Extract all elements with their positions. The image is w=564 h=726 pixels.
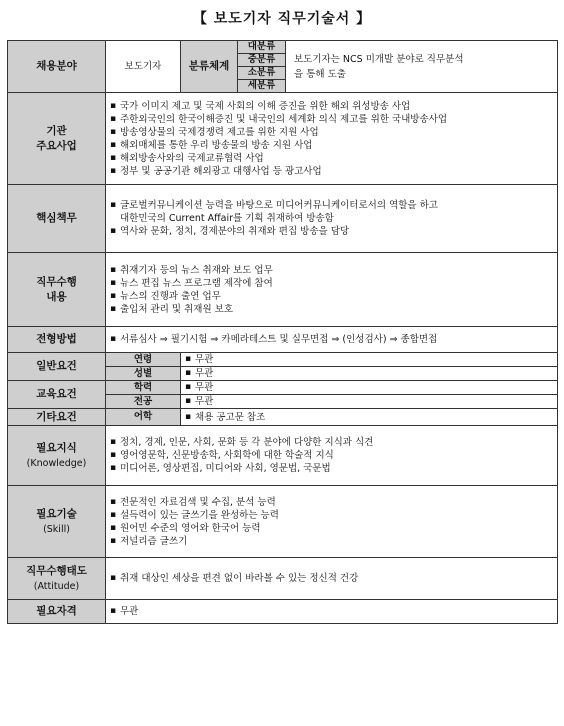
label-other: 기타요건 xyxy=(8,409,106,426)
main-business-list xyxy=(106,93,558,185)
selection-text: ▪ 서류심사 ⇒ 필기시험 ⇒ 카메라테스트 및 실무면접 ⇒ (인성검사) ⇒ 종합면접 xyxy=(110,333,553,346)
general-gender-text: ▪ 무관 xyxy=(185,367,553,380)
list-item: ▪ 설득력이 있는 글쓰기을 완성하는 능력 xyxy=(110,509,553,522)
attitude-list xyxy=(106,558,558,600)
selection-value xyxy=(106,327,558,353)
list-item: ▪ 출입처 관리 및 취재원 보호 xyxy=(110,303,553,316)
label-skill xyxy=(8,486,106,558)
list-item: ▪ 역사와 문화, 정치, 경제분야의 취재와 편집 방송을 담당 xyxy=(110,225,553,238)
class-level-4: 세분류 xyxy=(238,80,286,93)
list-item: ▪ 정부 및 공공기관 해외광고 대행사업 등 광고사업 xyxy=(110,165,553,178)
general-age-text: ▪ 무관 xyxy=(185,353,553,366)
label-duty-content-line2: 내용 xyxy=(46,290,67,303)
label-attitude-line2: (Attitude) xyxy=(33,580,80,592)
list-item: ▪ 방송영상물의 국제경쟁력 제고를 위한 지원 사업 xyxy=(110,126,553,139)
label-attitude-line1: 직무수행태도 xyxy=(26,564,87,577)
field-value: 보도기자 xyxy=(106,41,181,93)
label-knowledge-line1: 필요지식 xyxy=(36,441,77,454)
label-education: 교육요건 xyxy=(8,381,106,409)
education-label-degree: 학력 xyxy=(106,381,181,395)
list-item: ▪ 뉴스 편집 뉴스 프로그램 제작에 참여 xyxy=(110,277,553,290)
other-language-text: ▪ 채용 공고문 참조 xyxy=(185,411,553,424)
duty-content-list xyxy=(106,253,558,327)
core-duty-list xyxy=(106,185,558,253)
list-item-continuation: 대한민국의 Current Affair를 기획 취재하여 방송함 xyxy=(120,213,334,224)
list-item: ▪ 취재기자 등의 뉴스 취재와 보도 업무 xyxy=(110,264,553,277)
label-skill-line2: (Skill) xyxy=(43,523,70,535)
list-item: ▪ 미디어론, 영상편집, 미디어와 사회, 영문법, 국문법 xyxy=(110,462,553,475)
list-item: ▪ 전문적인 자료검색 및 수집, 분석 능력 xyxy=(110,496,553,509)
label-selection: 전형방법 xyxy=(8,327,106,353)
list-item: ▪ 정치, 경제, 인문, 사회, 문화 등 각 분야에 다양한 지식과 식견 xyxy=(110,436,553,449)
list-item: ▪ 해외매체를 통한 우리 방송물의 방송 지원 사업 xyxy=(110,139,553,152)
education-major-text: ▪ 무관 xyxy=(185,395,553,408)
label-field: 채용분야 xyxy=(8,41,106,93)
label-duty-content xyxy=(8,253,106,327)
list-item: ▪ 원어민 수준의 영어와 한국어 능력 xyxy=(110,522,553,535)
class-level-1: 대분류 xyxy=(238,41,286,54)
general-label-gender: 성별 xyxy=(106,367,181,381)
general-value-age xyxy=(181,353,558,367)
label-main-business-line1: 기관 xyxy=(46,124,67,137)
label-skill-line1: 필요기술 xyxy=(36,507,77,520)
label-main-business xyxy=(8,93,106,185)
document-title: 【 보도기자 직무기술서 】 xyxy=(192,11,372,27)
list-item: ▪ 무관 xyxy=(110,605,553,618)
label-knowledge xyxy=(8,426,106,486)
other-value-language xyxy=(181,409,558,426)
label-classification: 분류체계 xyxy=(181,41,238,93)
general-value-gender xyxy=(181,367,558,381)
knowledge-list xyxy=(106,426,558,486)
class-description-text: 보도기자는 NCS 미개발 분야로 직무분석을 통해 도출 xyxy=(294,53,464,80)
label-attitude xyxy=(8,558,106,600)
education-degree-text: ▪ 무관 xyxy=(185,381,553,394)
label-main-business-line2: 주요사업 xyxy=(36,139,77,152)
other-label-language: 어학 xyxy=(106,409,181,426)
list-item: ▪ 글로벌커뮤니케이션 능력을 바탕으로 미디어커뮤니케이터로서의 역할을 하고 xyxy=(110,199,553,212)
class-level-2: 중분류 xyxy=(238,54,286,67)
label-knowledge-line2: (Knowledge) xyxy=(26,457,87,469)
skill-list xyxy=(106,486,558,558)
class-description xyxy=(286,41,558,93)
list-item: ▪ 영어영문학, 신문방송학, 사회학에 대한 학술적 지식 xyxy=(110,449,553,462)
list-item: ▪ 뉴스의 진행과 출연 업무 xyxy=(110,290,553,303)
label-duty-content-line1: 직무수행 xyxy=(36,275,77,288)
list-item: ▪ 해외방송사와의 국제교류협력 사업 xyxy=(110,152,553,165)
list-item: ▪ 저널리즘 글쓰기 xyxy=(110,535,553,548)
qualification-list xyxy=(106,600,558,624)
label-qualification: 필요자격 xyxy=(8,600,106,624)
education-label-major: 전공 xyxy=(106,395,181,409)
general-label-age: 연령 xyxy=(106,353,181,367)
list-item: ▪ 취재 대상인 세상을 편견 없이 바라볼 수 있는 정신적 건강 xyxy=(110,572,553,585)
education-value-degree xyxy=(181,381,558,395)
label-general: 일반요건 xyxy=(8,353,106,381)
education-value-major xyxy=(181,395,558,409)
class-level-3: 소분류 xyxy=(238,67,286,80)
job-description-table xyxy=(7,40,558,624)
list-item: ▪ 주한외국인의 한국이해증진 및 내국인의 세계화 의식 제고를 위한 국내방송사업 xyxy=(110,113,553,126)
label-core-duty: 핵심책무 xyxy=(8,185,106,253)
list-item: ▪ 국가 이미지 제고 및 국제 사회의 이해 증진을 위한 해외 위성방송 사업 xyxy=(110,100,553,113)
